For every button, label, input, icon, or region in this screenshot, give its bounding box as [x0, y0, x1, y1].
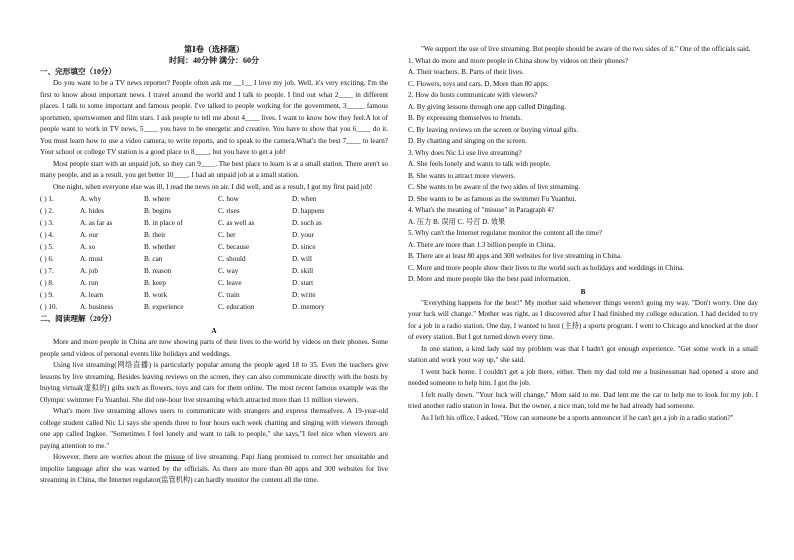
option-d: D. your: [292, 231, 314, 239]
option-b: B. begins: [144, 207, 172, 215]
question-line: A. 压力 B. 误用 C. 号召 D. 效果: [408, 217, 506, 226]
option-number[interactable]: ( ) 5.: [40, 243, 54, 251]
passage-a-label: A: [211, 327, 217, 335]
option-row: [40, 253, 388, 265]
right-column: [408, 44, 758, 424]
option-c: C. as well as: [218, 219, 255, 227]
question-line: A. There are more than 1.3 billion people in China.: [408, 240, 556, 249]
option-row: [40, 205, 388, 217]
question-line: C. She wants to be aware of the two sides of live streaming.: [408, 183, 581, 191]
passage-b-paragraph: In one station, a kind lady said my problem was that I hadn't got enough experience. "Get some work in a small station and work your way up," she said.: [408, 344, 758, 364]
option-d: D. will: [292, 255, 312, 263]
option-d: D. since: [292, 243, 316, 251]
cloze-paragraph: One night, when everyone else was ill, I read the news on air. I did well, and as a result, I got my first paid job!: [52, 182, 373, 191]
option-b: B. keep: [144, 279, 166, 287]
cloze-paragraph: Do you want to be a TV news reporter? People often ask me __1__ I love my job. Well, it's very exciting. I'm the first to know about important news. I travel around the world and I talk to people. I find out what 2____ in different places. I talk to some important and famous people. I've talked to people working for the government, 3_____ famous sportsmen, sportswomen and film stars. I ask people to tell me about 4____ lives. I want to know how they feel.A lot of people want to work in TV news, 5____ you have to be energetic and creative. You have to show that you 6____ do it. You must learn how to use a video camera, to write reports, and to speak to the camera.What's the best 7____ to learn? Your school or college TV station is a good place to 8____, but you have to get a job!: [40, 79, 388, 156]
question-line: C. By leaving reviews on the screen or buying virtual gifts.: [408, 125, 579, 134]
question-line: C. More and more people show their lives to the world such as holidays and weddings in China.: [408, 263, 685, 272]
option-a: A. learn: [80, 291, 104, 299]
option-d: D. such as: [292, 219, 322, 227]
option-row: [40, 193, 388, 205]
passage-a-paragraph: What's more live streaming allows users to communicate with strangers and express themselves. A 19-year-old college student called Nic Li says she spends three to four hours each week chatting and singing with viewers through one app called Ingkee. "Sometimes I feel lonely and want to talk to people," she says,"I feel nice when viewers are paying attention to me.": [40, 407, 388, 450]
option-c: C. because: [218, 243, 250, 251]
question-line: 4. What's the meaning of "misuse" in Paragraph 4?: [408, 206, 555, 214]
question-line: A. She feels lonely and wants to talk with people.: [408, 160, 551, 168]
option-number[interactable]: ( ) 3.: [40, 219, 54, 227]
option-row: [40, 289, 388, 301]
option-b: B. where: [144, 195, 170, 203]
option-a: A. as far as: [80, 219, 113, 227]
option-c: C. train: [218, 291, 240, 299]
volume-title: 第Ⅰ卷（选择题）: [184, 45, 244, 54]
option-a: A. hides: [80, 207, 104, 215]
option-c: C. way: [218, 267, 239, 275]
option-b: B. experience: [144, 303, 184, 311]
left-column: [40, 44, 388, 487]
option-b: B. whether: [144, 243, 176, 251]
passage-a-paragraph: More and more people in China are now showing parts of their lives to the world by videos on their phones. Some people send videos of personal events like holidays and weddings.: [40, 338, 388, 358]
option-number[interactable]: ( ) 4.: [40, 231, 54, 239]
cloze-paragraph: Most people start with an unpaid job, so they can 9____. The best place to learn is at a small station. There aren't so many people, and as a result, you get better 10____. I had an unpaid job at a small station.: [40, 159, 388, 179]
option-a: A. our: [80, 231, 99, 239]
question-list: [408, 56, 758, 286]
cloze-section-title: 一、完形填空（10分）: [40, 67, 116, 76]
option-b: B. can: [144, 255, 163, 263]
passage-b-paragraph: I went back home. I couldn't get a job there, either. Then my dad told me a businessman had opened a store and needed someone to help him. I got the job.: [408, 367, 758, 387]
option-c: C. rises: [218, 207, 240, 215]
option-c: C. how: [218, 195, 239, 203]
question-line: 3. Why does Nic Li use live streaming?: [408, 148, 522, 157]
question-line: A. Their teachers. B. Parts of their lives.: [408, 68, 524, 76]
option-number[interactable]: ( ) 7.: [40, 267, 54, 275]
option-c: C. education: [218, 303, 255, 311]
question-line: C. Flowers, toys and cars. D. More than 80 apps.: [408, 79, 549, 88]
passage-b-paragraph: "Everything happens for the best!" My mother said whenever things weren't going my way. "Don't worry. One day your luck will change." Mother was right, as I discovered after I had finished my college education. I had decided to try for a job in a radio station. One day, I wanted to host (主持) a sports program. I went to Chicago and knocked at the door of every station. But I got turned down every time.: [408, 298, 758, 341]
option-d: D. happens: [292, 207, 325, 215]
option-a: A. business: [80, 303, 114, 311]
option-c: C. leave: [218, 279, 242, 287]
question-line: B. By expressing themselves to friends.: [408, 114, 522, 122]
option-number[interactable]: ( ) 8.: [40, 279, 54, 287]
option-number[interactable]: ( ) 1.: [40, 195, 54, 203]
option-number[interactable]: ( ) 10.: [40, 303, 58, 311]
option-row: [40, 241, 388, 253]
option-d: D. when: [292, 195, 317, 203]
official-quote: "We support the use of live streaming. But people should be aware of the two sides of it." One of the officials said.: [420, 45, 751, 53]
passage-b-paragraph: I felt really down. "Your luck will change," Mom said to me. Dad lent me the car to help me to look for my job. I tried another radio station in Iowa. But the owner, a nice man, told me he had already had someone.: [408, 390, 758, 410]
passage-b-label: B: [580, 287, 586, 296]
passage-b-paragraph: As I left his office, I asked, "How can someone be a sports announcer if he can't get a job in a radio station?": [420, 413, 734, 422]
passage-a-text: of live streaming. Papi Jiang promised to correct her unsuitable and impolite language after she was warned by the officials. As there are more than 80 apps and 300 websites for live streaming in China, the Internet regulator(监管机构) can hardly monitor the content all the time.: [40, 453, 388, 484]
question-line: B. She wants to attract more viewers.: [408, 171, 516, 180]
option-b: B. work: [144, 291, 168, 299]
question-line: D. More and more people like the best paid information.: [408, 275, 571, 283]
question-line: 1. What do more and more people in China show by videos on their phones?: [408, 56, 629, 65]
question-line: A. By giving lessons through one app called Dingding.: [408, 102, 567, 111]
option-a: A. must: [80, 255, 103, 263]
option-row: [40, 217, 388, 229]
option-b: B. in place of: [144, 219, 183, 227]
option-c: C. her: [218, 231, 236, 239]
option-row: [40, 301, 388, 313]
option-d: D. write: [292, 291, 316, 299]
option-a: A. so: [80, 243, 96, 251]
cloze-options: [40, 193, 388, 313]
reading-section-title: 二、阅读理解（20分）: [40, 314, 116, 323]
option-b: B. reason: [144, 267, 172, 275]
option-a: A. run: [80, 279, 99, 287]
option-b: B. their: [144, 231, 166, 239]
option-row: [40, 229, 388, 241]
question-line: 5. Why can't the Internet regulator monitor the content all the time?: [408, 229, 602, 237]
passage-a-paragraph: Using live streaming(网络直播) is particularly popular among the people aged 18 to 35. Even the teachers give lessons by live streaming. Besides leaving reviews on the screen, they can also communicate directly with the hosts by buying virtual(虚拟的) gifts such as flowers, toys and cars for them online. The most recent famous example was the Olympic swimmer Fu Yuanhui. She did one-hour live streaming which attracted more than 11 million viewers.: [40, 361, 388, 404]
option-number[interactable]: ( ) 6.: [40, 255, 54, 263]
option-c: C. should: [218, 255, 246, 263]
passage-a-paragraph: [40, 452, 388, 487]
option-d: D. skill: [292, 267, 314, 275]
underlined-word: misuse: [164, 453, 185, 461]
option-d: D. memory: [292, 303, 325, 311]
option-number[interactable]: ( ) 2.: [40, 207, 54, 215]
passage-a-text: However, there are worries about the: [52, 453, 165, 461]
question-line: B. There are at least 80 apps and 300 websites for live streaming in China.: [408, 252, 622, 260]
exam-timing: 时间：40分钟 满分：60分: [169, 56, 259, 65]
option-a: A. job: [80, 267, 98, 275]
option-a: A. why: [80, 195, 102, 203]
option-d: D. start: [292, 279, 314, 287]
question-line: D. She wants to be as famous as the swimmer Fu Yuanhui.: [408, 194, 577, 203]
option-row: [40, 277, 388, 289]
question-line: 2. How do hosts communicate with viewers?: [408, 91, 538, 99]
question-line: D. By chatting and singing on the screen.: [408, 137, 527, 145]
option-number[interactable]: ( ) 9.: [40, 291, 54, 299]
option-row: [40, 265, 388, 277]
